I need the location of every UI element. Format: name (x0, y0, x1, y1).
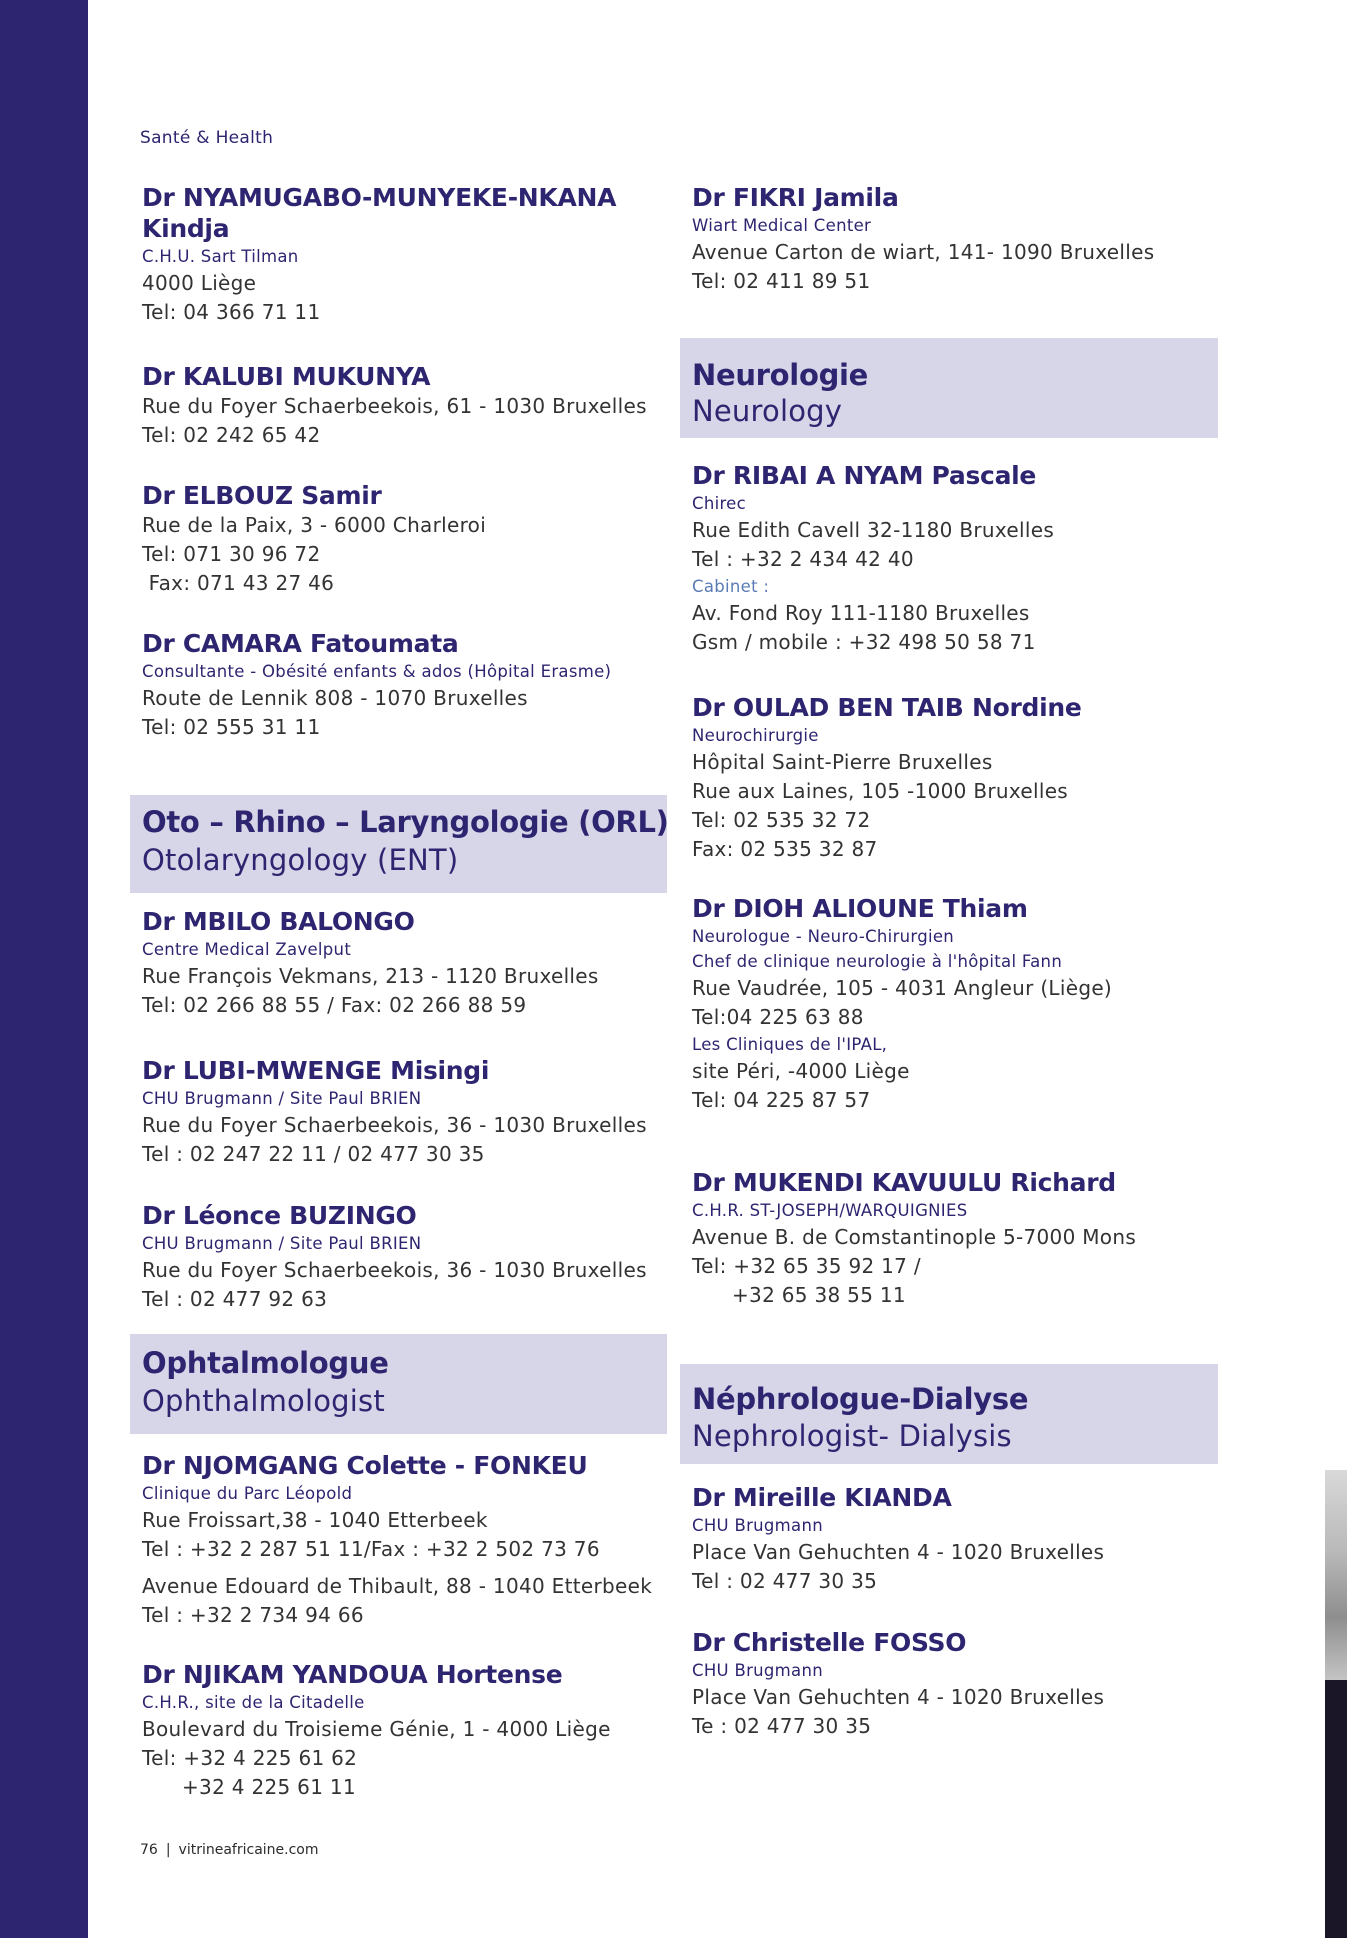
address-line: Rue du Foyer Schaerbeekois, 36 - 1030 Bruxelles (142, 1113, 647, 1137)
doctor-entry (142, 906, 662, 1020)
doctor-entry (142, 182, 662, 327)
page-number: 76 (140, 1842, 158, 1858)
section-title-en: Neurology (692, 394, 843, 428)
section-title-en: Ophthalmologist (142, 1384, 385, 1418)
address-line: Avenue Edouard de Thibault, 88 - 1040 Etterbeek (142, 1574, 653, 1598)
address-line: Rue François Vekmans, 213 - 1120 Bruxelles (142, 964, 599, 988)
doctor-name: Dr OULAD BEN TAIB Nordine (692, 693, 1082, 722)
doctor-entry (692, 692, 1212, 864)
left-color-bar (0, 0, 88, 1938)
phone-line: Tel: 04 225 87 57 (692, 1088, 871, 1112)
section-header-orl (130, 795, 667, 893)
phone-line: Tel: +32 65 35 92 17 / (692, 1254, 921, 1278)
right-edge-photo (1325, 1470, 1347, 1680)
doctor-name: Dr MBILO BALONGO (142, 907, 415, 936)
address-line: Rue Edith Cavell 32-1180 Bruxelles (692, 518, 1055, 542)
page-footer (140, 1842, 319, 1858)
phone-line: Te : 02 477 30 35 (692, 1714, 872, 1738)
doctor-name: Dr MUKENDI KAVUULU Richard (692, 1168, 1116, 1197)
phone-line: Tel : +32 2 287 51 11/Fax : +32 2 502 73 76 (142, 1537, 600, 1561)
phone-line: Tel: 02 535 32 72 (692, 808, 871, 832)
mobile-line: Gsm / mobile : +32 498 50 58 71 (692, 630, 1036, 654)
institution: Wiart Medical Center (692, 216, 872, 235)
doctor-name: Dr NYAMUGABO-MUNYEKE-NKANA (142, 183, 617, 212)
institution: CHU Brugmann / Site Paul BRIEN (142, 1234, 422, 1253)
doctor-entry (142, 361, 662, 450)
doctor-name: Dr NJIKAM YANDOUA Hortense (142, 1660, 563, 1689)
institution: Les Cliniques de l'IPAL, (692, 1035, 888, 1054)
doctor-name: Dr DIOH ALIOUNE Thiam (692, 894, 1028, 923)
address-line: site Péri, -4000 Liège (692, 1059, 910, 1083)
doctor-name-line2: Kindja (142, 214, 230, 243)
address-line: Boulevard du Troisieme Génie, 1 - 4000 Liège (142, 1717, 611, 1741)
address-line: Rue du Foyer Schaerbeekois, 36 - 1030 Bruxelles (142, 1258, 647, 1282)
fax-line: Fax: 071 43 27 46 (142, 571, 335, 595)
institution: CHU Brugmann (692, 1516, 823, 1535)
doctor-name: Dr ELBOUZ Samir (142, 481, 382, 510)
doctor-entry (142, 480, 662, 598)
cabinet-label: Cabinet : (692, 577, 770, 596)
doctor-name: Dr Mireille KIANDA (692, 1483, 952, 1512)
institution: Consultante - Obésité enfants & ados (Hôpital Erasme) (142, 662, 612, 681)
doctor-entry (692, 893, 1212, 1115)
doctor-entry (692, 182, 1212, 296)
phone-line: Tel: 02 555 31 11 (142, 715, 321, 739)
doctor-name: Dr FIKRI Jamila (692, 183, 899, 212)
institution: Centre Medical Zavelput (142, 940, 352, 959)
phone-line: +32 4 225 61 11 (182, 1775, 356, 1799)
doctor-entry (142, 1055, 662, 1169)
institution: Clinique du Parc Léopold (142, 1484, 353, 1503)
footer-separator: | (165, 1842, 171, 1858)
doctor-entry (142, 1659, 662, 1802)
address-line: Av. Fond Roy 111-1180 Bruxelles (692, 601, 1030, 625)
institution: C.H.R. ST-JOSEPH/WARQUIGNIES (692, 1201, 968, 1220)
section-title-en: Otolaryngology (ENT) (142, 843, 459, 877)
phone-line: Tel: 02 266 88 55 / Fax: 02 266 88 59 (142, 993, 527, 1017)
section-title-fr: Néphrologue-Dialyse (692, 1382, 1029, 1416)
hospital-line: Hôpital Saint-Pierre Bruxelles (692, 750, 993, 774)
doctor-entry (692, 1627, 1212, 1741)
address-line: Avenue Carton de wiart, 141- 1090 Bruxelles (692, 240, 1155, 264)
address-line: 4000 Liège (142, 271, 257, 295)
phone-line: Tel : 02 477 92 63 (142, 1287, 328, 1311)
doctor-name: Dr LUBI-MWENGE Misingi (142, 1056, 490, 1085)
doctor-name: Dr KALUBI MUKUNYA (142, 362, 431, 391)
institution: C.H.U. Sart Tilman (142, 247, 299, 266)
section-header-nephrologie (680, 1364, 1218, 1464)
doctor-name: Dr NJOMGANG Colette - FONKEU (142, 1451, 588, 1480)
institution: Neurologue - Neuro-Chirurgien (692, 927, 955, 946)
phone-line: Tel: 071 30 96 72 (142, 542, 321, 566)
institution: Chirec (692, 494, 747, 513)
address-line: Route de Lennik 808 - 1070 Bruxelles (142, 686, 528, 710)
fax-line: Fax: 02 535 32 87 (692, 837, 878, 861)
address-line: Rue Vaudrée, 105 - 4031 Angleur (Liège) (692, 976, 1113, 1000)
address-line: Place Van Gehuchten 4 - 1020 Bruxelles (692, 1685, 1105, 1709)
doctor-entry (692, 460, 1212, 657)
phone-line: Tel : +32 2 434 42 40 (692, 547, 914, 571)
section-title-fr: Ophtalmologue (142, 1346, 389, 1380)
institution: C.H.R., site de la Citadelle (142, 1693, 365, 1712)
phone-line: Tel: +32 4 225 61 62 (142, 1746, 358, 1770)
institution: CHU Brugmann (692, 1661, 823, 1680)
address-line: Place Van Gehuchten 4 - 1020 Bruxelles (692, 1540, 1105, 1564)
institution: CHU Brugmann / Site Paul BRIEN (142, 1089, 422, 1108)
doctor-entry (142, 628, 662, 742)
address-line: Rue de la Paix, 3 - 6000 Charleroi (142, 513, 487, 537)
section-title-en: Nephrologist- Dialysis (692, 1419, 1012, 1453)
institution: Neurochirurgie (692, 726, 819, 745)
phone-line: Tel: 02 242 65 42 (142, 423, 321, 447)
address-line: Rue aux Laines, 105 -1000 Bruxelles (692, 779, 1069, 803)
institution-role: Chef de clinique neurologie à l'hôpital Fann (692, 952, 1063, 971)
section-header-neurologie (680, 338, 1218, 438)
site-link[interactable]: vitrineafricaine.com (178, 1842, 319, 1858)
doctor-name: Dr CAMARA Fatoumata (142, 629, 459, 658)
doctor-entry (692, 1482, 1212, 1596)
section-header-ophtalmologue (130, 1334, 667, 1434)
doctor-entry (692, 1167, 1212, 1310)
section-title-fr: Neurologie (692, 358, 869, 392)
page-header: Santé & Health (140, 128, 274, 148)
phone-line: Tel: 02 411 89 51 (692, 269, 871, 293)
phone-line: +32 65 38 55 11 (732, 1283, 906, 1307)
phone-line: Tel : 02 247 22 11 / 02 477 30 35 (142, 1142, 485, 1166)
phone-line: Tel:04 225 63 88 (692, 1005, 864, 1029)
address-line: Avenue B. de Comstantinople 5-7000 Mons (692, 1225, 1137, 1249)
phone-line: Tel : 02 477 30 35 (692, 1569, 878, 1593)
doctor-entry (142, 1200, 662, 1314)
phone-line: Tel : +32 2 734 94 66 (142, 1603, 364, 1627)
address-line: Rue Froissart,38 - 1040 Etterbeek (142, 1508, 488, 1532)
doctor-entry (142, 1450, 662, 1630)
doctor-name: Dr Christelle FOSSO (692, 1628, 967, 1657)
doctor-name: Dr Léonce BUZINGO (142, 1201, 417, 1230)
address-line: Rue du Foyer Schaerbeekois, 61 - 1030 Bruxelles (142, 394, 647, 418)
phone-line: Tel: 04 366 71 11 (142, 300, 321, 324)
doctor-name: Dr RIBAI A NYAM Pascale (692, 461, 1037, 490)
section-title-fr: Oto – Rhino – Laryngologie (ORL) (142, 805, 669, 839)
